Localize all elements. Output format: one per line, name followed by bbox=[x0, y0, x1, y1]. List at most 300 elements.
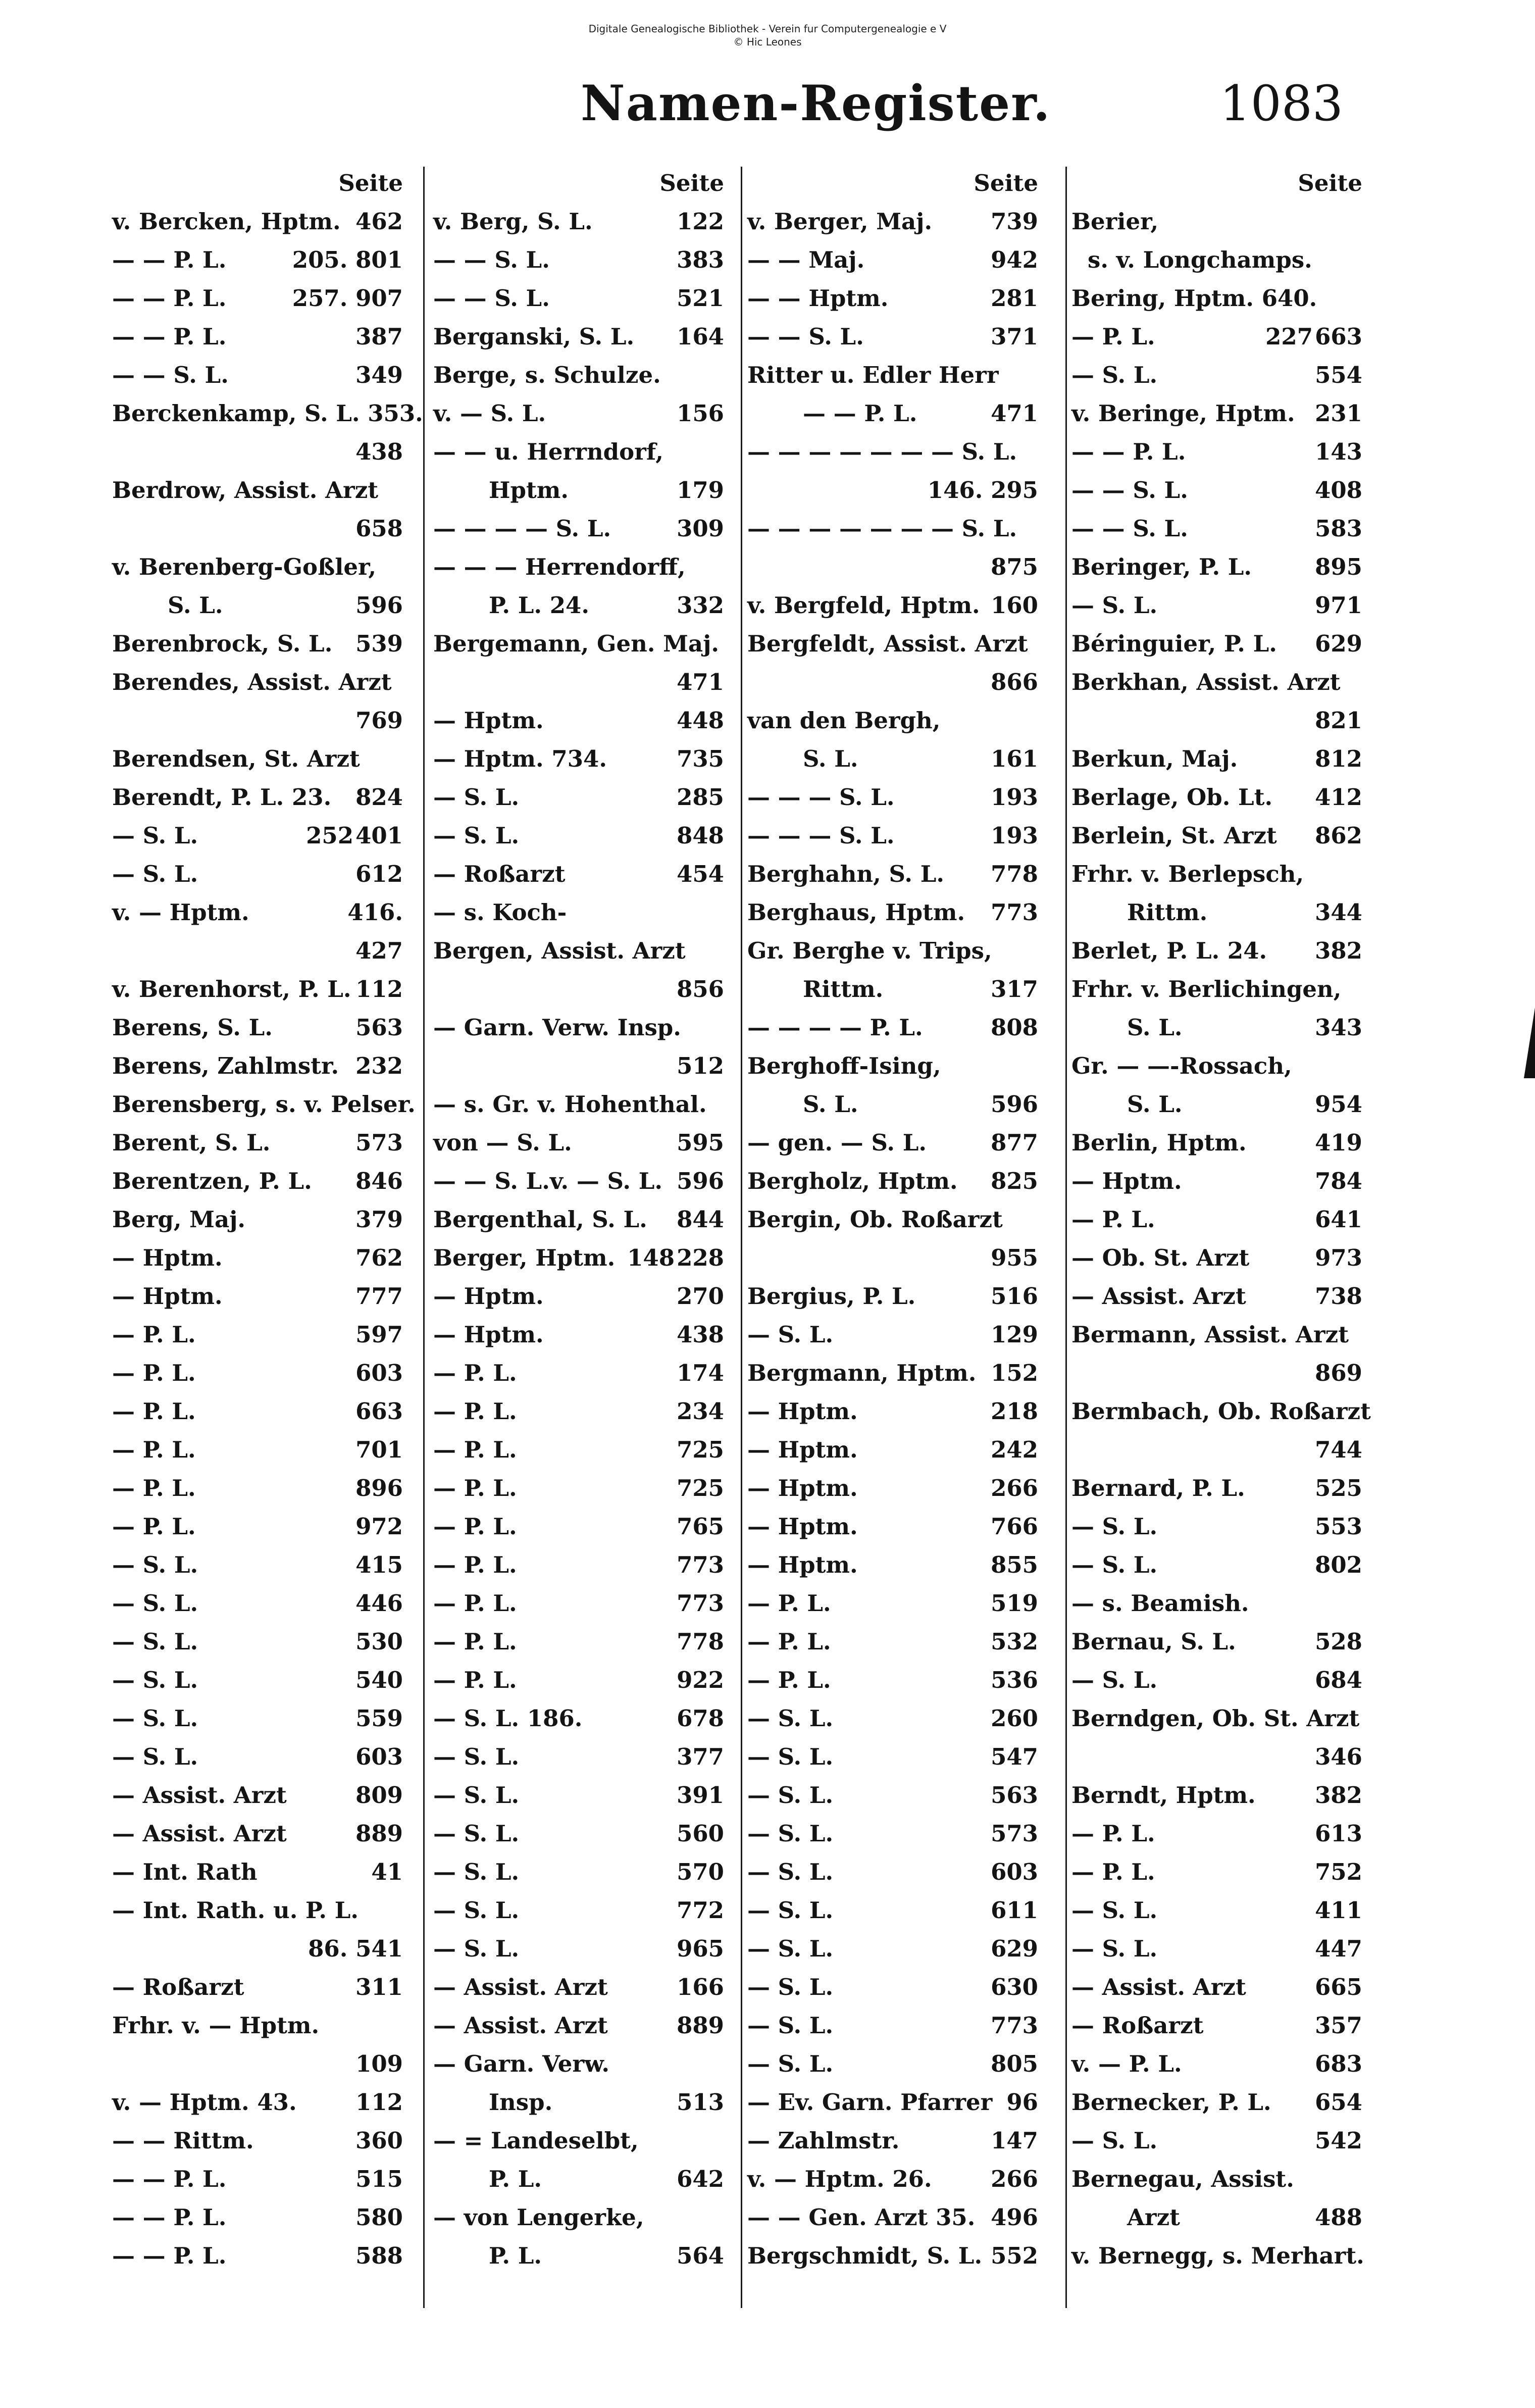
entry-page-ref: 553 bbox=[1315, 1513, 1362, 1540]
entry-page-ref: 174 bbox=[677, 1360, 724, 1386]
index-entry bbox=[1071, 471, 1364, 510]
index-entry bbox=[433, 1661, 726, 1699]
entry-name: — S. L. bbox=[747, 1321, 834, 1348]
index-entry bbox=[433, 932, 726, 1002]
library-notice bbox=[0, 22, 1535, 48]
index-entry bbox=[747, 1392, 1040, 1431]
entry-page-ref: 683 bbox=[1315, 2050, 1362, 2077]
index-entry bbox=[112, 241, 405, 279]
index-entry bbox=[1071, 893, 1364, 932]
entry-page-ref: 642 bbox=[677, 2166, 724, 2192]
entry-name: — — S. L. bbox=[1071, 515, 1188, 542]
index-entry bbox=[1071, 548, 1364, 586]
entry-page-ref: 773 bbox=[677, 1551, 724, 1578]
index-entry bbox=[433, 471, 726, 510]
entry-page-ref: 684 bbox=[1315, 1667, 1362, 1693]
entry-name: v. Berger, Maj. bbox=[747, 208, 933, 235]
index-entry bbox=[747, 778, 1040, 817]
entry-name: Berlein, St. Arzt bbox=[1071, 822, 1277, 849]
entry-page-ref: 805 bbox=[991, 2050, 1038, 2077]
index-entry bbox=[112, 1968, 405, 2006]
entry-name: v. — S. L. bbox=[549, 1168, 663, 1194]
index-entry bbox=[747, 2237, 1040, 2275]
entry-name: — — S. L. bbox=[433, 285, 550, 312]
entry-page-ref: 228 bbox=[677, 1244, 724, 1271]
entry-name: — S. L. bbox=[1071, 2127, 1158, 2154]
entry-name: — S. L. bbox=[1071, 592, 1158, 619]
entry-page-ref: 701 bbox=[355, 1436, 403, 1463]
entry-page-ref: 146. 295 bbox=[927, 477, 1038, 504]
index-entry bbox=[433, 586, 726, 625]
entry-page-ref: 179 bbox=[677, 477, 724, 504]
index-entry bbox=[1071, 1009, 1364, 1047]
entry-page-ref: 382 bbox=[1315, 1782, 1362, 1809]
index-entry bbox=[1071, 2237, 1364, 2275]
entry-page-ref: 371 bbox=[991, 323, 1038, 350]
index-entry bbox=[433, 625, 726, 663]
index-entry bbox=[1071, 1930, 1364, 1968]
entry-name: — P. L. bbox=[433, 1590, 517, 1617]
entry-name: Ritter u. Edler Herr bbox=[747, 362, 999, 388]
index-entry bbox=[112, 1546, 405, 1584]
index-entry bbox=[433, 740, 726, 778]
index-entry bbox=[747, 1853, 1040, 1891]
index-entry bbox=[112, 1623, 405, 1661]
entry-page-ref: 629 bbox=[991, 1935, 1038, 1962]
entry-page-ref: 877 bbox=[991, 1129, 1038, 1156]
entry-name: van den Bergh, bbox=[747, 707, 941, 734]
index-entry bbox=[1071, 1239, 1364, 1277]
entry-name: — S. L. bbox=[433, 822, 520, 849]
entry-page-ref: 612 bbox=[355, 861, 403, 887]
index-entry bbox=[112, 1277, 405, 1316]
index-entry bbox=[747, 893, 1040, 932]
index-entry bbox=[112, 394, 423, 433]
index-entry bbox=[433, 1699, 726, 1738]
index-entry bbox=[1071, 1546, 1364, 1584]
entry-name: Bernegau, Assist. bbox=[1071, 2166, 1294, 2192]
column-heading: Seite bbox=[974, 170, 1038, 196]
index-entry bbox=[1071, 1047, 1364, 1085]
entry-page-ref: 96 bbox=[1006, 2089, 1038, 2116]
index-entry bbox=[433, 356, 726, 394]
entry-page-ref: 654 bbox=[1315, 2089, 1362, 2116]
entry-name: — Garn. Verw. Insp. bbox=[433, 1014, 681, 1041]
entry-name: — — u. Herrndorf, bbox=[433, 438, 663, 465]
index-entry bbox=[112, 701, 405, 740]
entry-page-ref: 559 bbox=[355, 1705, 403, 1732]
index-entry bbox=[1071, 1277, 1364, 1316]
index-entry bbox=[1071, 2198, 1364, 2237]
entry-page-ref: 515 bbox=[355, 2166, 403, 2192]
index-entry bbox=[747, 433, 1040, 471]
entry-name: Berens, Zahlmstr. bbox=[112, 1052, 339, 1079]
entry-name: — Hptm. bbox=[433, 1283, 544, 1310]
entry-page-ref: 825 bbox=[991, 1168, 1038, 1194]
entry-name: — — P. L. bbox=[112, 323, 227, 350]
index-entry bbox=[112, 1392, 405, 1431]
notice-line-1: Digitale Genealogische Bibliothek - Verein fur Computergenealogie e V bbox=[588, 23, 947, 35]
entry-name: — — P. L. bbox=[1071, 438, 1186, 465]
entry-name: — S. L. bbox=[747, 1705, 834, 1732]
entry-name: v. — Hptm. 43. bbox=[112, 2089, 297, 2116]
entry-page-ref: 547 bbox=[991, 1743, 1038, 1770]
index-entry bbox=[1071, 1738, 1364, 1776]
index-entry bbox=[1071, 586, 1364, 625]
entry-page-ref: 765 bbox=[677, 1513, 724, 1540]
entry-name: — P. L. bbox=[1071, 1859, 1155, 1885]
index-entry bbox=[1071, 1354, 1364, 1392]
entry-page-ref: 922 bbox=[677, 1667, 724, 1693]
entry-name: — — S. L. bbox=[1071, 477, 1188, 504]
index-entry bbox=[433, 241, 726, 279]
index-entry bbox=[1071, 2160, 1364, 2198]
index-entry bbox=[112, 2006, 405, 2045]
entry-page-ref: 447 bbox=[1315, 1935, 1362, 1962]
entry-name: — — P. L. bbox=[112, 285, 227, 312]
entry-page-ref: 955 bbox=[991, 1244, 1038, 1271]
entry-page-ref: 525 bbox=[1315, 1475, 1362, 1501]
entry-page-ref: 613 bbox=[1315, 1820, 1362, 1847]
entry-page-ref: 521 bbox=[677, 285, 724, 312]
index-entry bbox=[747, 1546, 1040, 1584]
entry-name: — S. L. bbox=[1071, 1513, 1158, 1540]
entry-page-ref: 471 bbox=[677, 669, 724, 695]
entry-page-ref: 738 bbox=[1315, 1283, 1362, 1310]
index-entry bbox=[112, 1699, 405, 1738]
entry-page-ref: 357 bbox=[1315, 2012, 1362, 2039]
entry-name: — P. L. bbox=[112, 1398, 196, 1425]
entry-page-ref: 744 bbox=[1315, 1436, 1362, 1463]
index-entry bbox=[433, 1316, 726, 1354]
entry-page-ref: 234 bbox=[677, 1398, 724, 1425]
index-entry bbox=[433, 2045, 726, 2083]
entry-name: — — P. L. bbox=[112, 246, 227, 273]
entry-name: — S. L. bbox=[747, 1974, 834, 2000]
entry-page-ref: 462 bbox=[355, 208, 403, 235]
entry-page-ref: 166 bbox=[677, 1974, 724, 2000]
entry-page-ref: 382 bbox=[1315, 937, 1362, 964]
entry-name: — — — — — — — S. L. bbox=[747, 438, 1017, 465]
entry-name: S. L. bbox=[803, 745, 858, 772]
page-number: 1083 bbox=[1219, 75, 1343, 132]
index-entry bbox=[433, 279, 726, 318]
index-entry bbox=[747, 548, 1040, 586]
index-entry bbox=[112, 1200, 405, 1239]
entry-name: v. Berenberg-Goßler, bbox=[112, 554, 377, 580]
entry-name: — S. L. bbox=[747, 1743, 834, 1770]
index-entry bbox=[1071, 510, 1364, 548]
entry-name: — S. L. bbox=[433, 1743, 520, 1770]
entry-name: — = Landeselbt, bbox=[433, 2127, 639, 2154]
entry-page-ref: 942 bbox=[991, 246, 1038, 273]
entry-name: Bermbach, Ob. Roßarzt bbox=[1071, 1398, 1371, 1425]
entry-name: P. L. 24. bbox=[489, 592, 589, 619]
entry-name: Bernau, S. L. bbox=[1071, 1628, 1236, 1655]
index-entry bbox=[1071, 1891, 1364, 1930]
index-entry bbox=[112, 510, 405, 548]
entry-page-ref: 663 bbox=[1315, 323, 1362, 350]
entry-name: — P. L. bbox=[1071, 323, 1155, 350]
entry-name: — Roßarzt bbox=[112, 1974, 244, 2000]
entry-page-ref: 563 bbox=[355, 1014, 403, 1041]
entry-name: — S. L. bbox=[112, 1743, 198, 1770]
entry-name: — P. L. bbox=[433, 1360, 517, 1386]
entry-page-ref: 570 bbox=[677, 1859, 724, 1885]
entry-name: — Int. Rath. u. P. L. bbox=[112, 1897, 359, 1924]
column-divider bbox=[1065, 167, 1067, 2308]
index-entry bbox=[433, 1546, 726, 1584]
index-entry bbox=[1071, 2006, 1364, 2045]
entry-page-ref: 266 bbox=[991, 1475, 1038, 1501]
index-entry bbox=[112, 1584, 405, 1623]
entry-name: Berger, Hptm. bbox=[433, 1244, 616, 1271]
index-entry bbox=[112, 1891, 405, 1930]
entry-name: — Hptm. bbox=[112, 1283, 223, 1310]
entry-name: Bergfeldt, Assist. Arzt bbox=[747, 630, 1028, 657]
entry-page-ref: 808 bbox=[991, 1014, 1038, 1041]
entry-page-ref: 530 bbox=[355, 1628, 403, 1655]
entry-name: — P. L. bbox=[112, 1436, 196, 1463]
entry-page-ref: 377 bbox=[677, 1743, 724, 1770]
entry-name: — S. L. bbox=[1071, 1935, 1158, 1962]
entry-page-ref: 540 bbox=[355, 1667, 403, 1693]
entry-page-ref: 896 bbox=[355, 1475, 403, 1501]
entry-page-ref: 344 bbox=[1315, 899, 1362, 926]
entry-name: — S. L. bbox=[433, 1859, 520, 1885]
index-entry bbox=[112, 471, 405, 510]
index-column-3 bbox=[747, 164, 1040, 2275]
entry-name: — P. L. bbox=[112, 1475, 196, 1501]
index-entry bbox=[747, 663, 1040, 701]
index-entry bbox=[747, 1469, 1040, 1508]
index-entry bbox=[747, 586, 1040, 625]
entry-page-ref: 773 bbox=[991, 2012, 1038, 2039]
index-entry bbox=[1071, 855, 1364, 893]
entry-page-ref: 513 bbox=[677, 2089, 724, 2116]
entry-name: — gen. — S. L. bbox=[747, 1129, 927, 1156]
index-entry bbox=[1071, 663, 1364, 701]
entry-name: — Hptm. bbox=[433, 707, 544, 734]
index-entry bbox=[433, 778, 726, 817]
entry-name: Berier, bbox=[1071, 208, 1159, 235]
margin-arrow-mark bbox=[1524, 1008, 1535, 1078]
entry-page-ref: 889 bbox=[355, 1820, 403, 1847]
index-entry bbox=[1071, 1623, 1364, 1661]
entry-name: — P. L. bbox=[112, 1360, 196, 1386]
entry-name: — P. L. bbox=[747, 1590, 831, 1617]
entry-name: v. — S. L. bbox=[433, 400, 546, 427]
index-entry bbox=[1071, 2045, 1364, 2083]
entry-name: Berg, Maj. bbox=[112, 1206, 246, 1233]
entry-name: P. L. bbox=[489, 2166, 542, 2192]
index-entry bbox=[433, 1891, 726, 1930]
index-entry bbox=[1071, 394, 1364, 433]
index-entry bbox=[747, 932, 1040, 970]
index-entry bbox=[1071, 433, 1364, 471]
index-entry bbox=[747, 1316, 1040, 1354]
index-entry bbox=[433, 1009, 726, 1079]
entry-name: — — — — P. L. bbox=[747, 1014, 923, 1041]
entry-page-ref: 148 bbox=[627, 1244, 675, 1271]
entry-name: — Hptm. bbox=[1071, 1168, 1182, 1194]
index-entry bbox=[433, 970, 726, 1041]
entry-page-ref: 597 bbox=[355, 1321, 403, 1348]
entry-page-ref: 972 bbox=[355, 1513, 403, 1540]
entry-name: von — S. L. bbox=[433, 1129, 572, 1156]
entry-name: — Assist. Arzt bbox=[433, 1974, 608, 2000]
index-entry bbox=[747, 1776, 1040, 1815]
entry-name: v. — P. L. bbox=[1071, 2050, 1182, 2077]
entry-name: v. — Hptm. bbox=[112, 899, 249, 926]
index-entry bbox=[112, 279, 405, 318]
index-entry bbox=[433, 1354, 726, 1392]
page-title: Namen-Register. bbox=[581, 75, 1051, 132]
index-entry bbox=[1071, 1392, 1371, 1431]
entry-page-ref: 448 bbox=[677, 707, 724, 734]
index-entry bbox=[747, 817, 1040, 855]
index-entry bbox=[433, 510, 726, 548]
entry-page-ref: 583 bbox=[1315, 515, 1362, 542]
entry-page-ref: 848 bbox=[677, 822, 724, 849]
entry-page-ref: 349 bbox=[355, 362, 403, 388]
entry-page-ref: 862 bbox=[1315, 822, 1362, 849]
entry-name: — — — — S. L. bbox=[433, 515, 611, 542]
entry-name: — S. L. bbox=[1071, 362, 1158, 388]
index-entry bbox=[112, 1661, 405, 1699]
entry-name: — S. L. bbox=[112, 1551, 198, 1578]
column-heading: Seite bbox=[659, 170, 724, 196]
entry-name: Berensberg, s. v. Pelser. bbox=[112, 1091, 416, 1118]
index-entry bbox=[433, 1930, 726, 1968]
entry-name: — S. L. bbox=[112, 1667, 198, 1693]
entry-name: Berlage, Ob. Lt. bbox=[1071, 784, 1273, 811]
entry-name: Berkhan, Assist. Arzt bbox=[1071, 669, 1341, 695]
entry-name: — S. L. bbox=[747, 1935, 834, 1962]
entry-page-ref: 769 bbox=[355, 707, 403, 734]
index-entry bbox=[747, 1508, 1040, 1546]
entry-name: — S. L. bbox=[747, 2012, 834, 2039]
entry-page-ref: 112 bbox=[355, 976, 403, 1002]
index-entry bbox=[747, 2045, 1040, 2083]
entry-page-ref: 846 bbox=[355, 1168, 403, 1194]
entry-page-ref: 563 bbox=[991, 1782, 1038, 1809]
entry-page-ref: 516 bbox=[991, 1283, 1038, 1310]
entry-name: — P. L. bbox=[112, 1321, 196, 1348]
index-entry bbox=[1071, 1661, 1364, 1699]
entry-page-ref: 773 bbox=[991, 899, 1038, 926]
entry-name: — S. L. bbox=[112, 1628, 198, 1655]
entry-page-ref: 663 bbox=[355, 1398, 403, 1425]
entry-name: — S. L. bbox=[747, 1820, 834, 1847]
entry-name: — Ob. St. Arzt bbox=[1071, 1244, 1250, 1271]
index-entry bbox=[747, 2083, 1040, 2122]
entry-page-ref: 156 bbox=[677, 400, 724, 427]
index-entry bbox=[747, 2122, 1040, 2160]
entry-page-ref: 554 bbox=[1315, 362, 1362, 388]
index-entry bbox=[433, 203, 726, 241]
index-entry bbox=[1071, 356, 1364, 394]
entry-name: Berghoff-Ising, bbox=[747, 1052, 941, 1079]
entry-name: — Hptm. bbox=[747, 1398, 858, 1425]
index-entry bbox=[1071, 1776, 1364, 1815]
index-entry bbox=[1071, 2122, 1364, 2160]
entry-name: — — Rittm. bbox=[112, 2127, 254, 2154]
entry-name: — P. L. bbox=[112, 1513, 196, 1540]
entry-page-ref: 416. bbox=[347, 899, 403, 926]
index-entry bbox=[112, 1124, 405, 1162]
index-entry bbox=[1071, 1815, 1364, 1853]
entry-page-ref: 778 bbox=[991, 861, 1038, 887]
entry-name: — s. Gr. v. Hohenthal. bbox=[433, 1091, 707, 1118]
index-entry bbox=[112, 1853, 405, 1891]
entry-name: — — — S. L. bbox=[747, 784, 895, 811]
entry-page-ref: 427 bbox=[355, 937, 403, 964]
index-entry bbox=[1071, 1584, 1364, 1623]
index-entry bbox=[112, 2122, 405, 2160]
index-entry bbox=[1071, 2083, 1364, 2122]
index-entry bbox=[433, 1815, 726, 1853]
entry-name: s. v. Longchamps. bbox=[1088, 246, 1312, 273]
entry-page-ref: 193 bbox=[991, 822, 1038, 849]
index-entry bbox=[433, 2122, 726, 2160]
entry-name: Bermann, Assist. Arzt bbox=[1071, 1321, 1349, 1348]
entry-name: — — Maj. bbox=[747, 246, 865, 273]
index-entry bbox=[747, 510, 1040, 548]
entry-name: — — S. L. bbox=[433, 246, 550, 273]
entry-page-ref: 205. 801 bbox=[292, 246, 403, 273]
index-entry bbox=[112, 2160, 405, 2198]
index-entry bbox=[747, 970, 1040, 1009]
index-entry bbox=[433, 701, 726, 740]
index-entry bbox=[747, 1009, 1040, 1047]
entry-name: Bernecker, P. L. bbox=[1071, 2089, 1271, 2116]
entry-name: Beringer, P. L. bbox=[1071, 554, 1252, 580]
entry-page-ref: 519 bbox=[991, 1590, 1038, 1617]
entry-page-ref: 866 bbox=[991, 669, 1038, 695]
entry-page-ref: 257. 907 bbox=[292, 285, 403, 312]
index-entry bbox=[747, 1699, 1040, 1738]
entry-name: — S. L. bbox=[1071, 1897, 1158, 1924]
entry-name: — S. L. bbox=[1071, 1667, 1158, 1693]
entry-name: — Assist. Arzt bbox=[112, 1782, 287, 1809]
index-entry bbox=[433, 433, 726, 471]
entry-page-ref: 766 bbox=[991, 1513, 1038, 1540]
entry-page-ref: 252 bbox=[306, 822, 354, 849]
index-entry bbox=[112, 1815, 405, 1853]
entry-page-ref: 856 bbox=[677, 976, 724, 1002]
entry-name: Berenbrock, S. L. bbox=[112, 630, 333, 657]
entry-page-ref: 778 bbox=[677, 1628, 724, 1655]
index-entry bbox=[1071, 1853, 1364, 1891]
index-entry bbox=[112, 1508, 405, 1546]
index-entry bbox=[1071, 932, 1364, 970]
entry-name: — — P. L. bbox=[112, 2166, 227, 2192]
entry-name: S. L. bbox=[803, 1091, 858, 1118]
entry-page-ref: 560 bbox=[677, 1820, 724, 1847]
index-entry bbox=[112, 817, 405, 855]
index-entry bbox=[1071, 1508, 1364, 1546]
entry-page-ref: 869 bbox=[1315, 1360, 1362, 1386]
entry-page-ref: 658 bbox=[355, 515, 403, 542]
entry-page-ref: 762 bbox=[355, 1244, 403, 1271]
index-entry bbox=[112, 932, 405, 970]
entry-name: Hptm. bbox=[489, 477, 569, 504]
entry-page-ref: 895 bbox=[1315, 554, 1362, 580]
entry-page-ref: 603 bbox=[991, 1859, 1038, 1885]
index-entry bbox=[112, 433, 405, 471]
entry-page-ref: 512 bbox=[677, 1052, 724, 1079]
